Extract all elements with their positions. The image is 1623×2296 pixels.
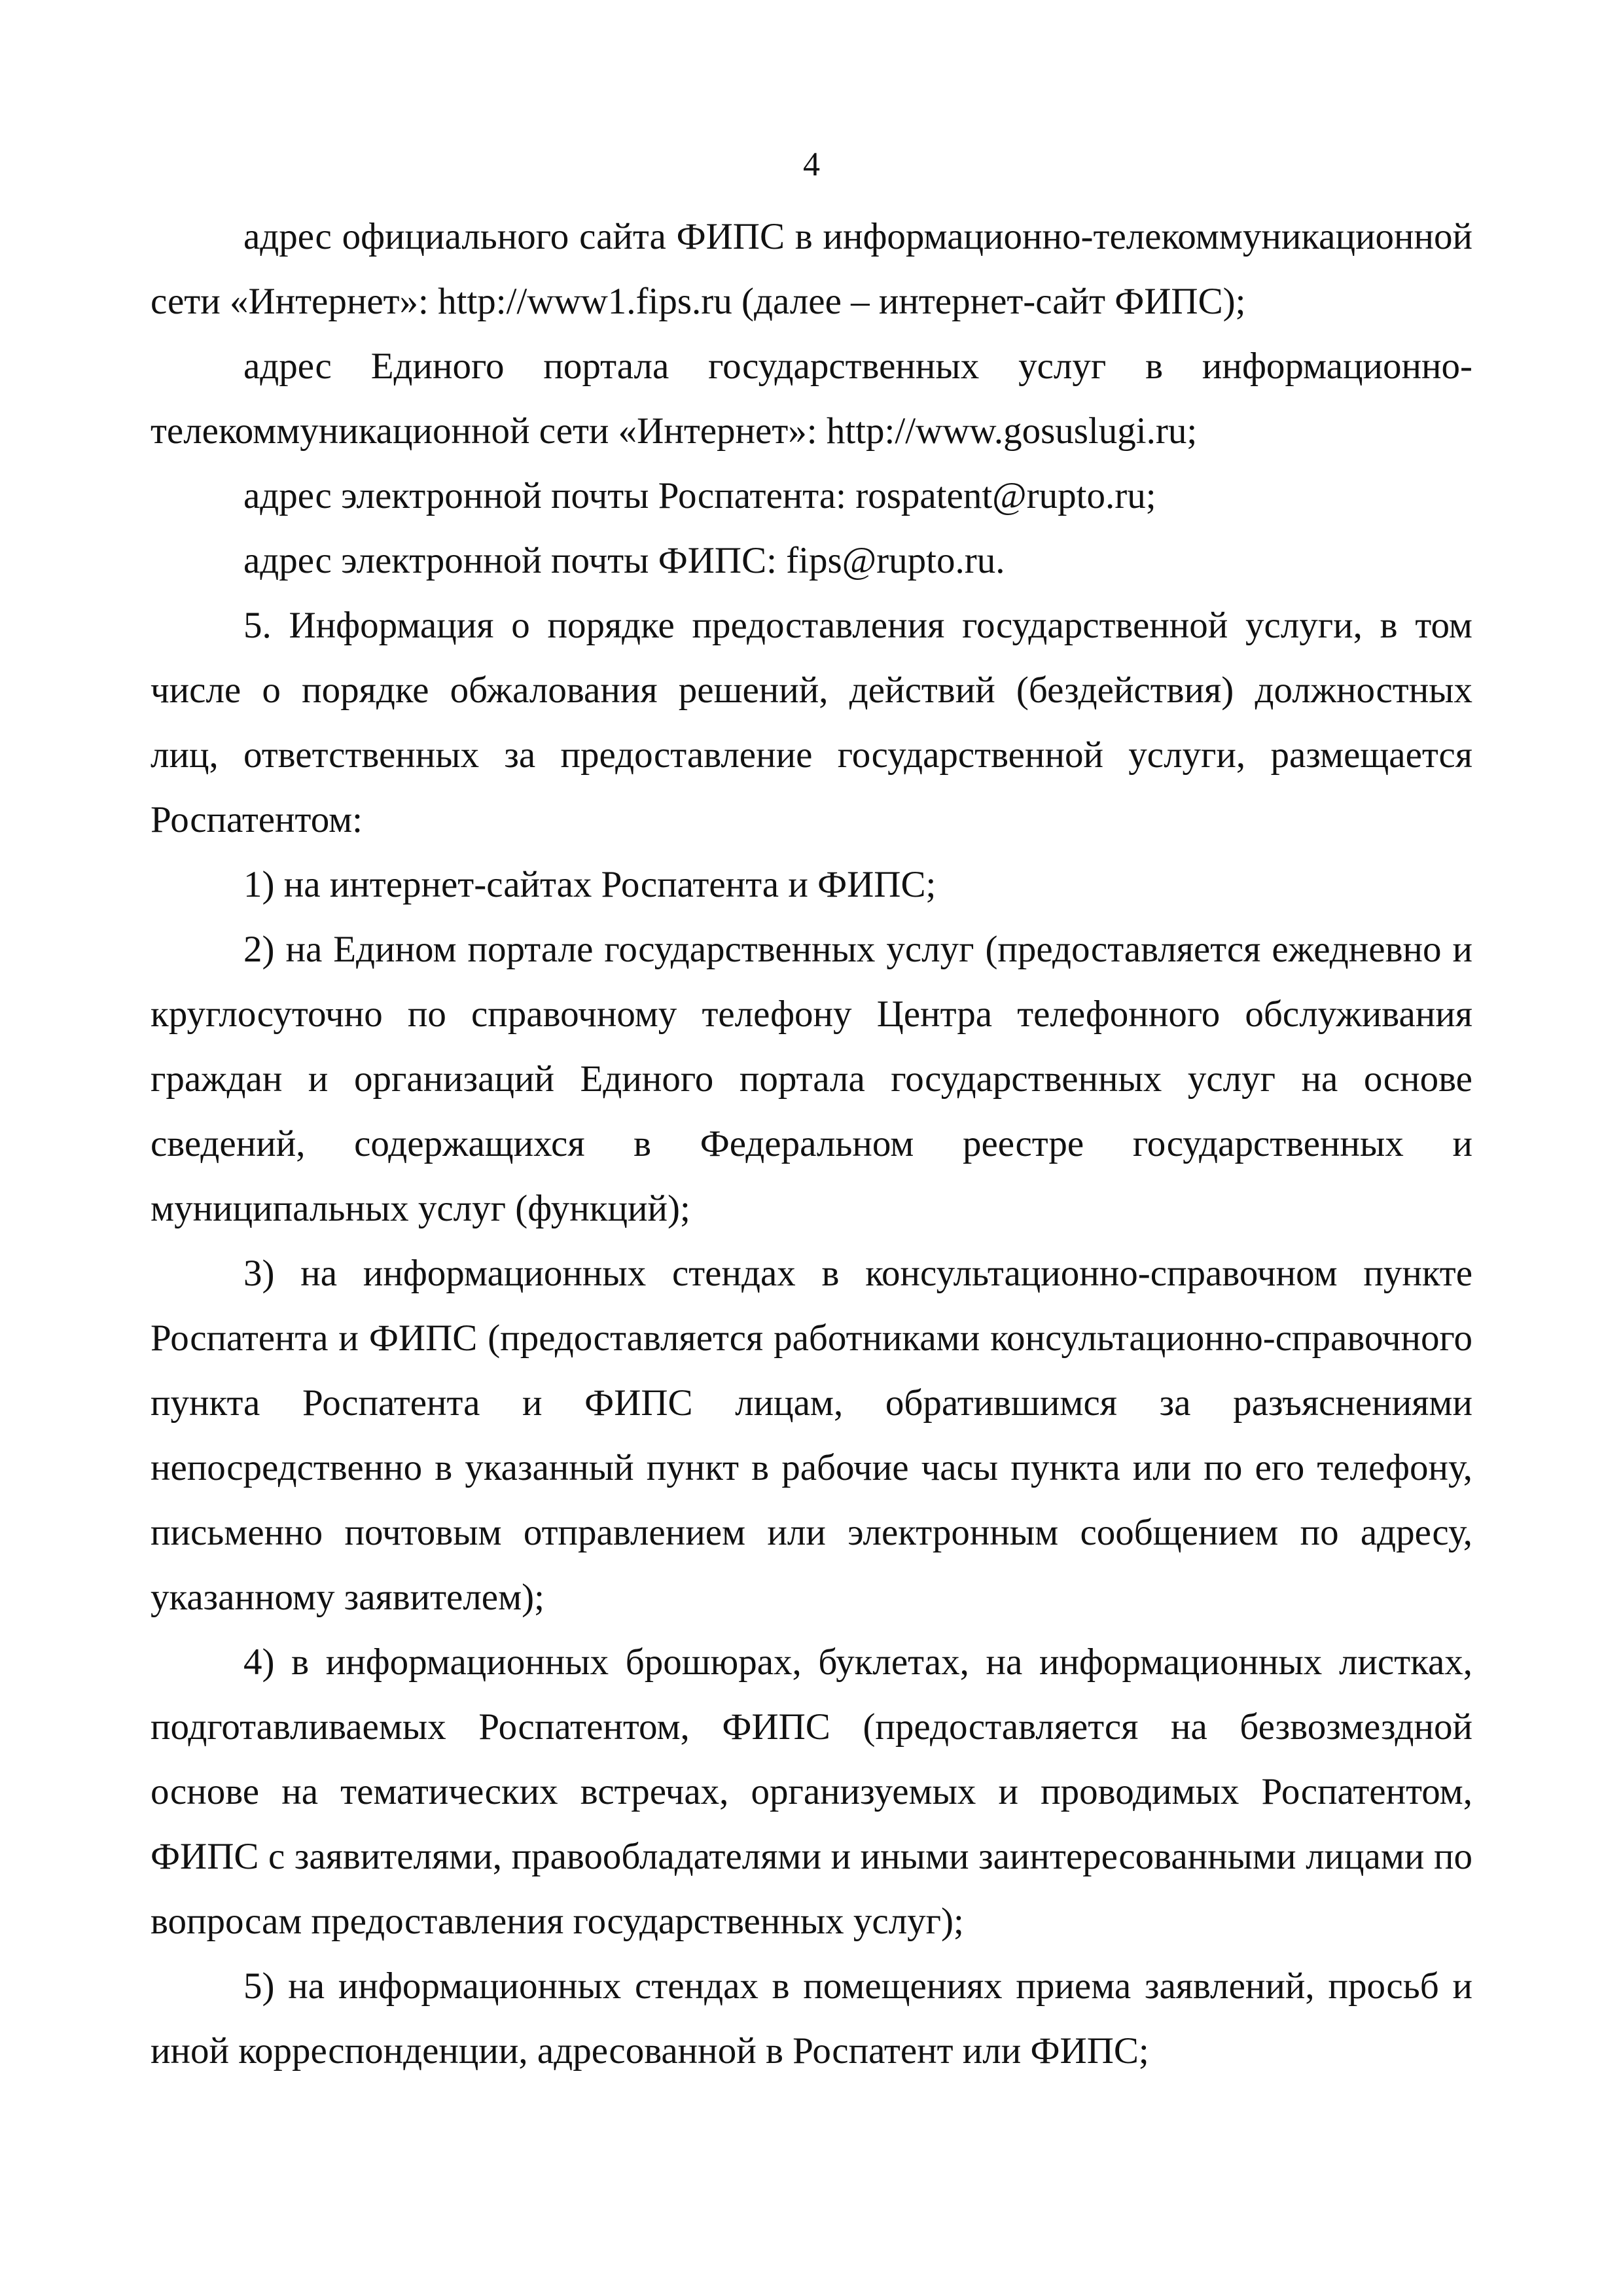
list-item-3: 3) на информационных стендах в консультационно-справочном пункте Роспатента и ФИПС (предоставляется работниками консультационно-справочного пункта Роспатента и ФИПС лицам, обратившимся за разъяснениями непосредственно в указанный пункт в рабочие часы пункта или по его телефону, письменно почтовым отправлением или электронным сообщением по адресу, указанному заявителем); [151,1253,1472,1618]
list-item-2: 2) на Едином портале государственных услуг (предоставляется ежедневно и круглосуточно по справочному телефону Центра телефонного обслуживания граждан и организаций Единого портала государственных услуг на основе сведений, содержащихся в Федеральном реестре государственных и муниципальных услуг (функций); [151,929,1472,1229]
paragraph-rospatent-email: адрес электронной почты Роспатента: rospatent@rupto.ru; [243,475,1156,516]
list-item-1: 1) на интернет-сайтах Роспатента и ФИПС; [243,864,936,905]
paragraph-item-5: 5. Информация о порядке предоставления государственной услуги, в том числе о порядке обжалования решений, действий (бездействия) должностных лиц, ответственных за предоставление государственной услуги, размещается Роспатентом: [151,605,1472,840]
paragraph-fips-website: адрес официального сайта ФИПС в информационно-телекоммуникационной сети «Интернет»: http://www1.fips.ru (далее – интернет-сайт ФИПС); [151,216,1472,322]
page-number: 4 [803,146,820,183]
list-item-4: 4) в информационных брошюрах, буклетах, на информационных листках, подготавливаемых Роспатентом, ФИПС (предоставляется на безвозмездной основе на тематических встречах, организуемых и проводимых Роспатентом, ФИПС с заявителями, правообладателями и иными заинтересованными лицами по вопросам предоставления государственных услуг); [151,1641,1472,1942]
document-body [151,204,1472,2083]
paragraph-fips-email: адрес электронной почты ФИПС: fips@rupto.ru. [243,540,1005,581]
list-item-5: 5) на информационных стендах в помещениях приема заявлений, просьб и иной корреспонденции, адресованной в Роспатент или ФИПС; [151,1965,1472,2072]
paragraph-gosuslugi-portal: адрес Единого портала государственных услуг в информационно-телекоммуникационной сети «Интернет»: http://www.gosuslugi.ru; [151,346,1472,452]
